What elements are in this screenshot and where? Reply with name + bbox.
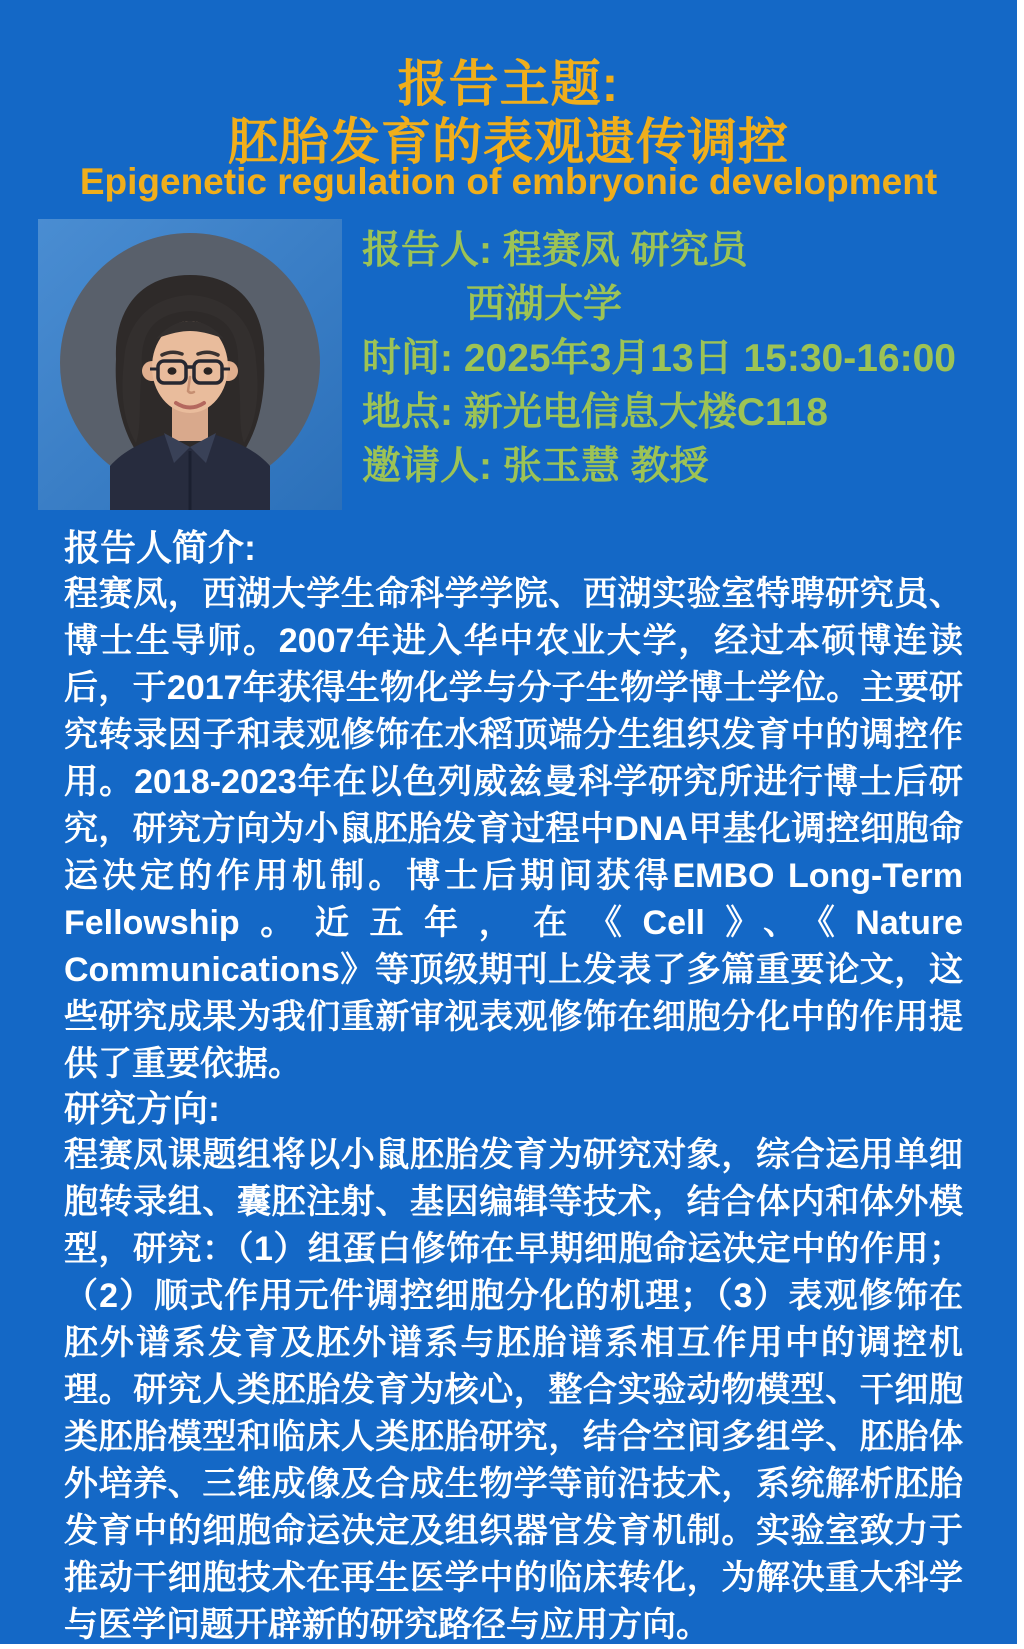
info-affiliation: 西湖大学	[466, 283, 623, 326]
info-time: 时间: 2025年3月13日 15:30-16:00	[362, 337, 956, 380]
info-location: 地点: 新光电信息大楼C118	[362, 391, 828, 434]
info-host: 邀请人: 张玉慧 教授	[362, 445, 709, 488]
research-direction-section	[64, 1085, 963, 1649]
bio-heading: 报告人简介:	[64, 527, 256, 568]
poster-title-english: Epigenetic regulation of embryonic development	[79, 161, 938, 202]
seminar-info	[362, 224, 1002, 494]
research-heading: 研究方向:	[64, 1088, 220, 1129]
research-text: 程赛凤课题组将以小鼠胚胎发育为研究对象，综合运用单细胞转录组、囊胚注射、基因编辑等技术，结合体内和体外模型，研究：（1）组蛋白修饰在早期细胞命运决定中的作用；（2）顺式作用元件调控细胞分化的机理；（3）表观修饰在胚外谱系发育及胚外谱系与胚胎谱系相互作用中的调控机理。研究人类胚胎发育为核心，整合实验动物模型、干细胞类胚胎模型和临床人类胚胎研究，结合空间多组学、胚胎体外培养、三维成像及合成生物学等前沿技术，系统解析胚胎发育中的细胞命运决定及组织器官发育机制。实验室致力于推动干细胞技术在再生医学中的临床转化，为解决重大科学与医学问题开辟新的研究路径与应用方向。	[64, 1136, 963, 1644]
poster-title-chinese: 胚胎发育的表观遗传调控	[228, 114, 789, 170]
speaker-portrait-illustration	[38, 219, 342, 510]
speaker-bio-section	[64, 524, 963, 1088]
speaker-photo	[38, 219, 342, 510]
poster-title-label: 报告主题:	[397, 56, 620, 112]
info-speaker: 报告人: 程赛凤 研究员	[362, 229, 748, 272]
bio-text: 程赛凤，西湖大学生命科学学院、西湖实验室特聘研究员、博士生导师。2007年进入华中农业大学，经过本硕博连读后，于2017年获得生物化学与分子生物学博士学位。主要研究转录因子和表观修饰在水稻顶端分生组织发育中的调控作用。2018-2023年在以色列威兹曼科学研究所进行博士后研究，研究方向为小鼠胚胎发育过程中DNA甲基化调控细胞命运决定的作用机制。博士后期间获得EMBO Long-Term Fellowship。近五年，在《Cell》、《Nature Communications》等顶级期刊上发表了多篇重要论文，这些研究成果为我们重新审视表观修饰在细胞分化中的作用提供了重要依据。	[64, 575, 963, 1083]
